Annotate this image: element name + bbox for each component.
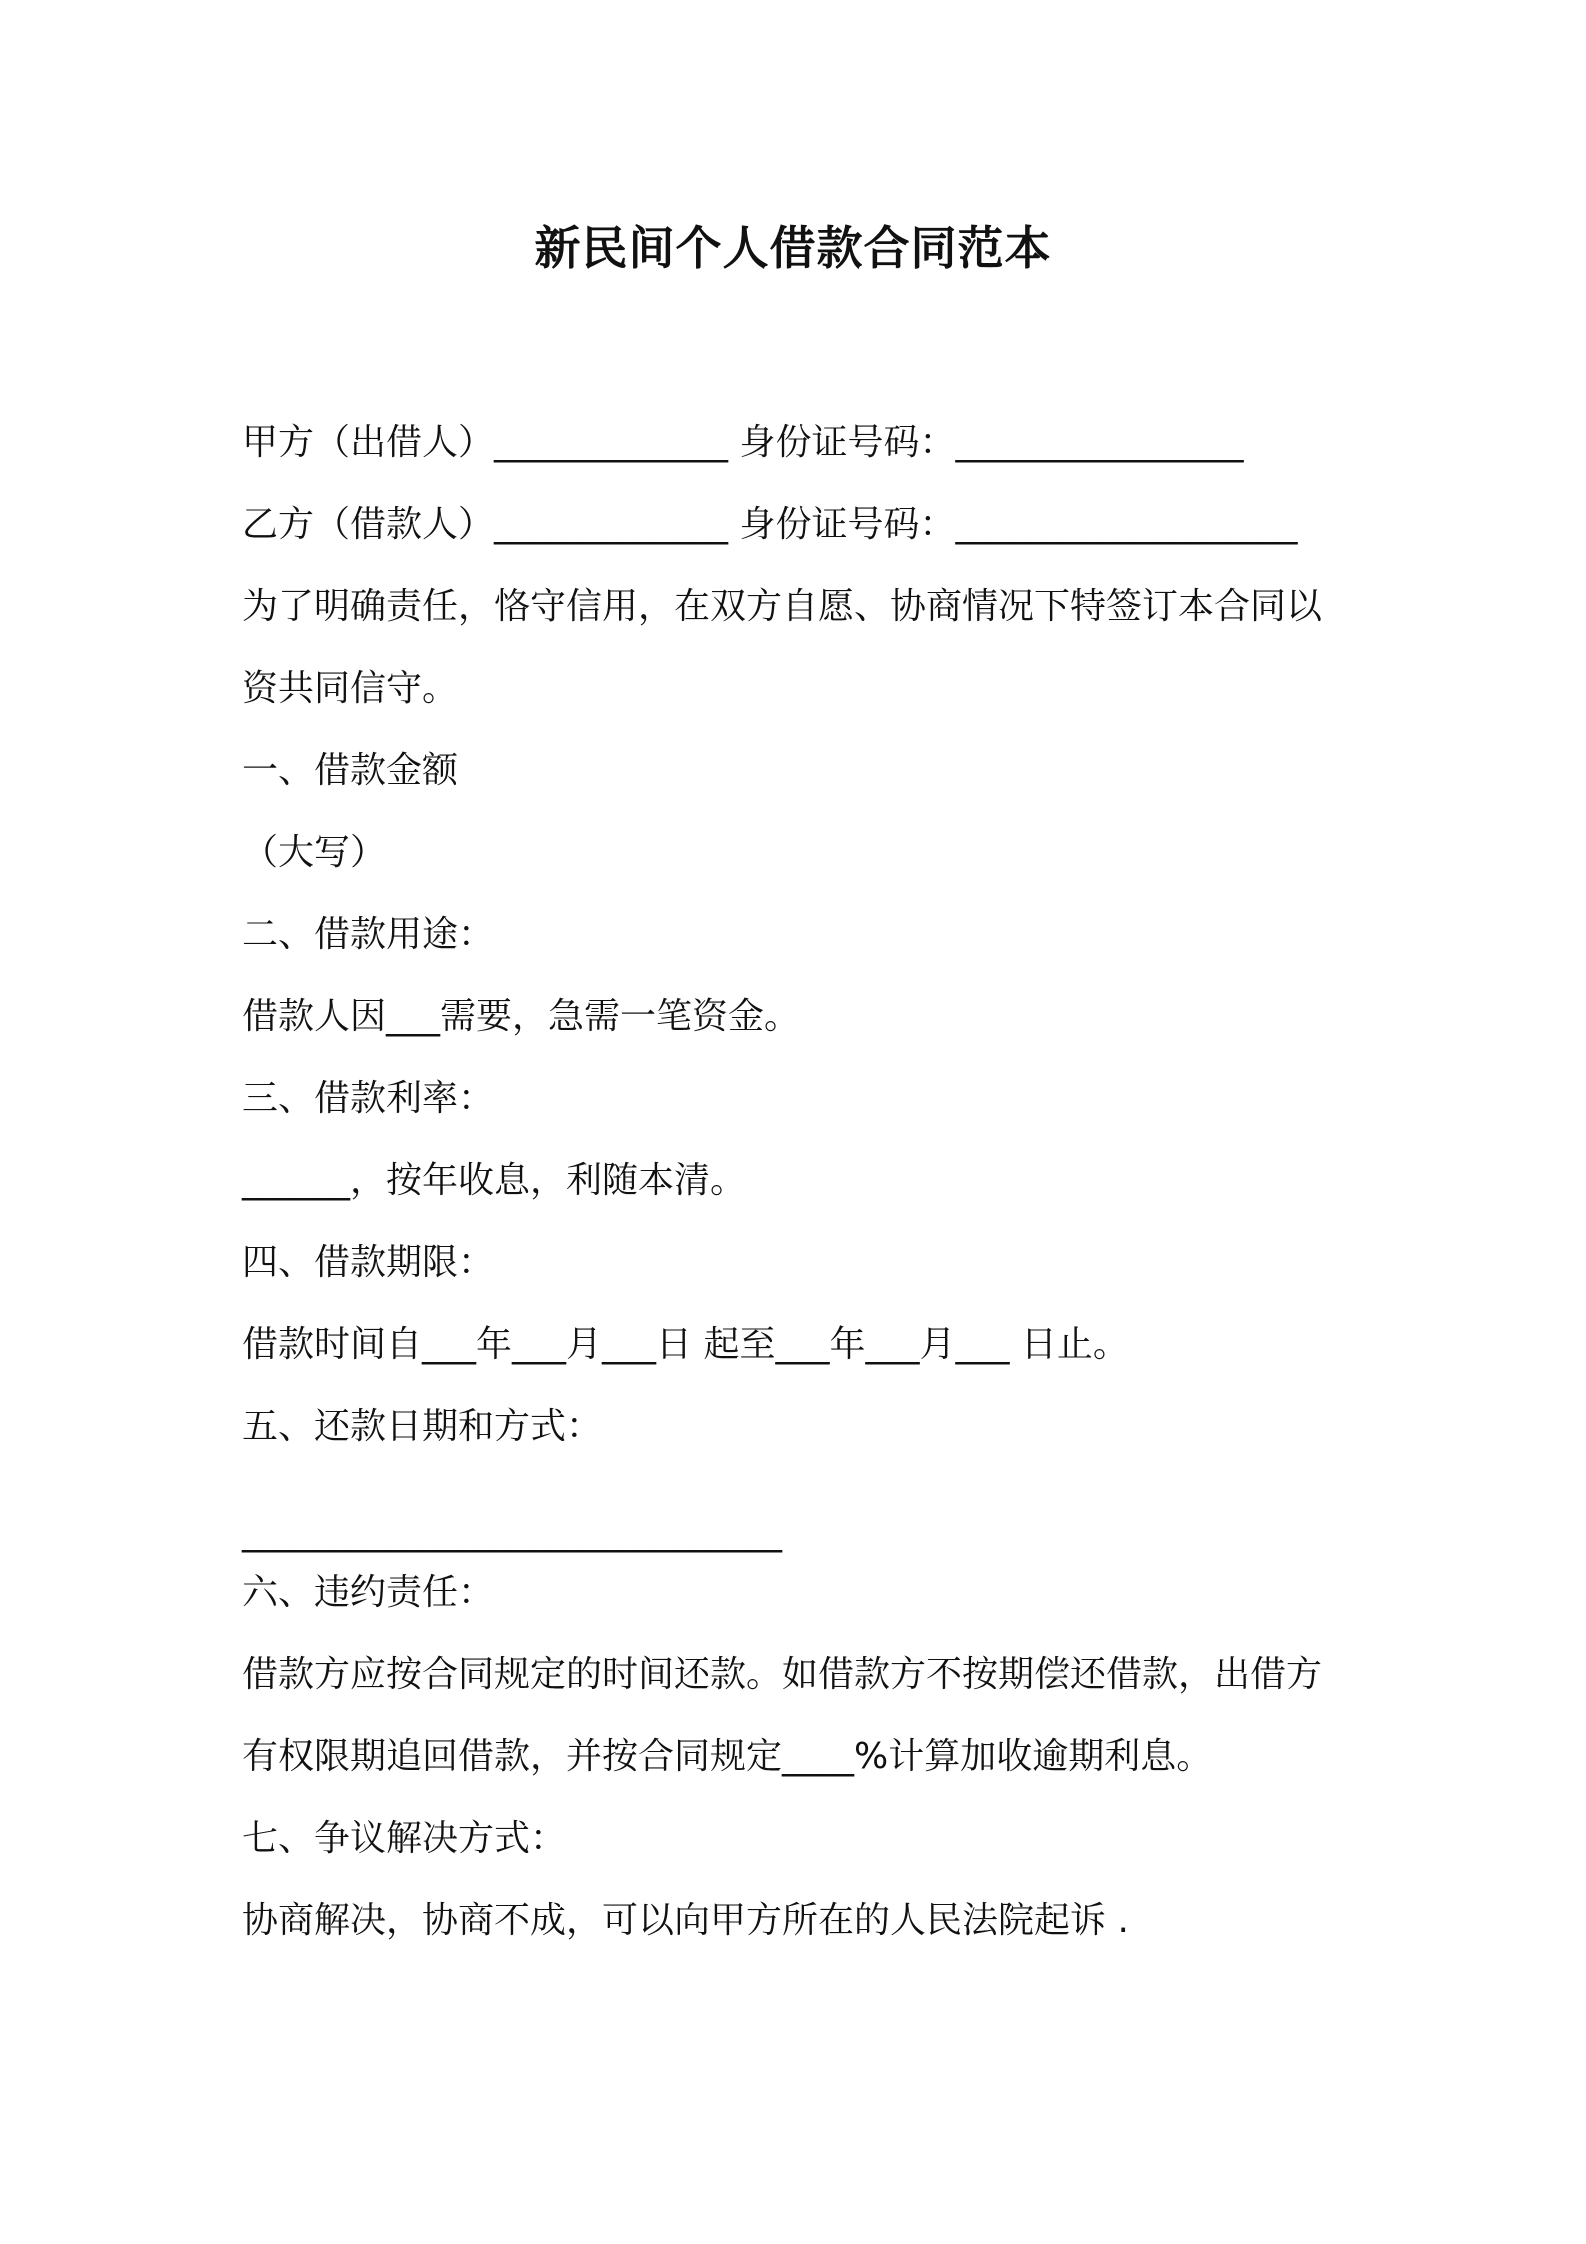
section-4-heading: 四、借款期限： [242,1242,495,1283]
section-6-text-2: 有权限期追回借款，并按合同规定____%计算加收逾期利息。 [242,1736,1213,1777]
section-3-heading: 三、借款利率： [242,1078,495,1119]
section-6-text-1: 借款方应按合同规定的时间还款。如借款方不按期偿还借款，出借方 [242,1654,1323,1695]
section-5-blank: ______________________________ [242,1512,782,1553]
section-7-text: 协商解决，协商不成，可以向甲方所在的人民法院起诉 . [242,1900,1129,1941]
section-2-text: 借款人因___需要，急需一笔资金。 [242,996,801,1037]
party-b-line: 乙方（借款人）_____________ 身份证号码：___________________ [242,504,1298,545]
section-5-heading: 五、还款日期和方式： [242,1406,603,1447]
preamble-line-2: 资共同信守。 [242,668,459,709]
section-1-heading: 一、借款金额 [242,750,459,791]
document-title: 新民间个人借款合同范本 [534,221,1052,275]
section-6-heading: 六、违约责任： [242,1572,495,1613]
preamble-line-1: 为了明确责任，恪守信用，在双方自愿、协商情况下特签订本合同以 [242,586,1323,627]
section-4-text: 借款时间自___年___月___日 起至___年___月___ 日止。 [242,1324,1129,1365]
section-7-heading: 七、争议解决方式： [242,1818,567,1859]
section-3-text: ______，按年收息，利随本清。 [242,1160,747,1201]
party-a-line: 甲方（出借人）_____________ 身份证号码：________________ [242,422,1244,463]
section-2-heading: 二、借款用途： [242,914,495,955]
section-1-text: （大写） [242,832,387,873]
